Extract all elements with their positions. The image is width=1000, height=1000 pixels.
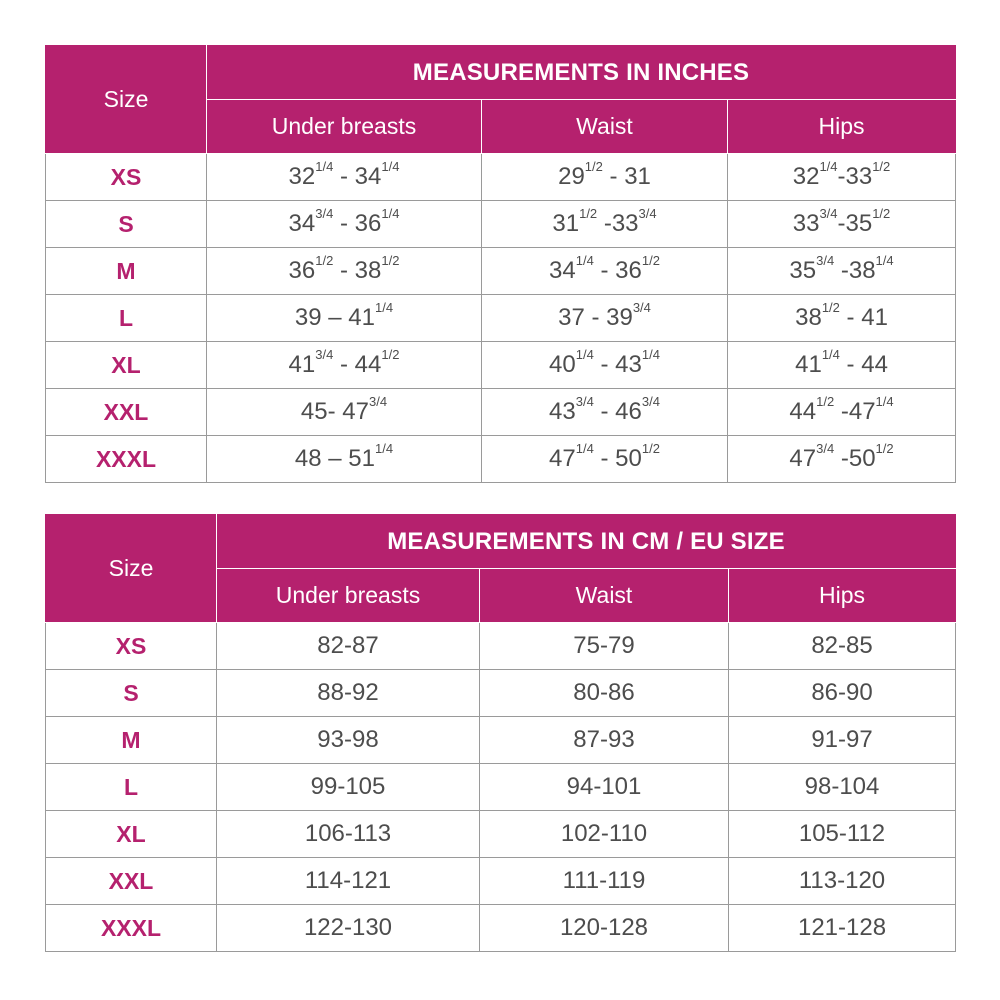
cell-hips: $47^{3/4}$ $-50^{1/2}$ — [728, 436, 956, 483]
cell-hips: 86-90 — [729, 670, 956, 717]
fraction-superscript: 1/4 — [575, 253, 594, 268]
fraction-superscript: 1/4 — [821, 347, 840, 362]
cell-hips: 82-85 — [729, 623, 956, 670]
size-label: XS — [46, 154, 207, 201]
fraction-superscript: 1/2 — [584, 159, 603, 174]
table-row — [46, 201, 956, 248]
column-header-under-breasts: Under breasts — [207, 100, 482, 154]
fraction-superscript: 3/4 — [315, 347, 334, 362]
cell-under-breasts: 45- $47^{3/4}$ — [207, 389, 482, 436]
fraction-superscript: 1/4 — [375, 441, 394, 456]
fraction-superscript: 1/4 — [381, 159, 400, 174]
cell-hips: $38^{1/2} - 41$ — [728, 295, 956, 342]
table-title: MEASUREMENTS IN INCHES — [207, 46, 956, 100]
table-row — [46, 389, 956, 436]
table-row — [46, 342, 956, 389]
size-label: XXL — [46, 858, 217, 905]
table-row — [46, 811, 956, 858]
table-row — [46, 623, 956, 670]
size-column-header: Size — [46, 515, 217, 623]
fraction-superscript: 3/4 — [632, 300, 651, 315]
fraction-superscript: 1/4 — [381, 206, 400, 221]
size-label: S — [46, 201, 207, 248]
fraction-superscript: 1/4 — [819, 159, 838, 174]
fraction-superscript: 1/2 — [816, 394, 835, 409]
column-header-hips: Hips — [728, 100, 956, 154]
cell-waist: 111-119 — [480, 858, 729, 905]
cell-under-breasts: 122-130 — [217, 905, 480, 952]
fraction-superscript: 3/4 — [368, 394, 388, 409]
column-header-under-breasts: Under breasts — [217, 569, 480, 623]
inches-size-table — [45, 45, 956, 483]
cell-under-breasts: $34^{3/4} - 36^{1/4}$ — [207, 201, 482, 248]
cell-hips: $35^{3/4}$ $-38^{1/4}$ — [728, 248, 956, 295]
fraction-superscript: 1/2 — [872, 206, 891, 221]
cell-waist: 80-86 — [480, 670, 729, 717]
cell-waist: $29^{1/2} - 31$ — [482, 154, 728, 201]
cell-waist: 94-101 — [480, 764, 729, 811]
table-row — [46, 248, 956, 295]
fraction-superscript: 1/4 — [375, 300, 394, 315]
table-row — [46, 670, 956, 717]
table-row — [46, 764, 956, 811]
size-label: M — [46, 248, 207, 295]
cell-waist: $31^{1/2}$ $-33^{3/4}$ — [482, 201, 728, 248]
cell-waist: 120-128 — [480, 905, 729, 952]
cell-under-breasts: 93-98 — [217, 717, 480, 764]
cell-hips: 98-104 — [729, 764, 956, 811]
fraction-superscript: 3/4 — [575, 394, 594, 409]
cell-under-breasts: 82-87 — [217, 623, 480, 670]
column-header-waist: Waist — [482, 100, 728, 154]
table-body — [46, 154, 956, 483]
fraction-superscript: 1/2 — [381, 253, 400, 268]
cell-hips: $32^{1/4}-33^{1/2}$ — [728, 154, 956, 201]
fraction-superscript: 3/4 — [819, 206, 838, 221]
fraction-superscript: 1/2 — [315, 253, 334, 268]
cell-hips: 113-120 — [729, 858, 956, 905]
cell-hips: 105-112 — [729, 811, 956, 858]
table-row — [46, 436, 956, 483]
column-header-waist: Waist — [480, 569, 729, 623]
fraction-superscript: 3/4 — [641, 394, 660, 409]
table-row — [46, 858, 956, 905]
cell-hips: $41^{1/4} - 44$ — [728, 342, 956, 389]
cell-under-breasts: $48 - 51^{1/4}$ — [207, 436, 482, 483]
cell-under-breasts: 99-105 — [217, 764, 480, 811]
fraction-superscript: 1/2 — [641, 253, 660, 268]
cell-waist: $47^{1/4} - 50^{1/2}$ — [482, 436, 728, 483]
table-row — [46, 295, 956, 342]
fraction-superscript: 1/4 — [875, 394, 894, 409]
cell-under-breasts: 106-113 — [217, 811, 480, 858]
cell-waist: 87-93 — [480, 717, 729, 764]
fraction-superscript: 1/4 — [315, 159, 334, 174]
size-label: XL — [46, 342, 207, 389]
size-column-header: Size — [46, 46, 207, 154]
fraction-superscript: 3/4 — [638, 206, 657, 221]
cell-waist: 75-79 — [480, 623, 729, 670]
fraction-superscript: 1/2 — [579, 206, 598, 221]
fraction-superscript: 1/4 — [575, 347, 594, 362]
table-body — [46, 623, 956, 952]
size-label: S — [46, 670, 217, 717]
cell-hips: 121-128 — [729, 905, 956, 952]
fraction-superscript: 3/4 — [816, 253, 835, 268]
cell-hips: $33^{3/4}-35^{1/2}$ — [728, 201, 956, 248]
cell-under-breasts: $36^{1/2} - 38^{1/2}$ — [207, 248, 482, 295]
cell-hips: $44^{1/2}$ $-47^{1/4}$ — [728, 389, 956, 436]
size-label: L — [46, 295, 207, 342]
cell-under-breasts: $39 - 41^{1/4}$ — [207, 295, 482, 342]
size-label: L — [46, 764, 217, 811]
fraction-superscript: 1/2 — [872, 159, 891, 174]
table-row — [46, 154, 956, 201]
size-label: XXXL — [46, 436, 207, 483]
fraction-superscript: 1/4 — [575, 441, 594, 456]
table-row — [46, 905, 956, 952]
size-label: XL — [46, 811, 217, 858]
cell-under-breasts: $32^{1/4} - 34^{1/4}$ — [207, 154, 482, 201]
size-label: M — [46, 717, 217, 764]
fraction-superscript: 1/2 — [875, 441, 894, 456]
fraction-superscript: 3/4 — [816, 441, 835, 456]
size-label: XS — [46, 623, 217, 670]
cell-waist: $43^{3/4} - 46^{3/4}$ — [482, 389, 728, 436]
cell-under-breasts: 114-121 — [217, 858, 480, 905]
cell-waist: $40^{1/4} - 43^{1/4}$ — [482, 342, 728, 389]
fraction-superscript: 1/4 — [875, 253, 894, 268]
cell-under-breasts: $41^{3/4} - 44^{1/2}$ — [207, 342, 482, 389]
cell-hips: 91-97 — [729, 717, 956, 764]
table-row — [46, 717, 956, 764]
table-title: MEASUREMENTS IN CM / EU SIZE — [217, 515, 956, 569]
fraction-superscript: 1/4 — [641, 347, 660, 362]
size-label: XXL — [46, 389, 207, 436]
fraction-superscript: 1/2 — [641, 441, 660, 456]
size-label: XXXL — [46, 905, 217, 952]
fraction-superscript: 3/4 — [315, 206, 334, 221]
fraction-superscript: 1/2 — [821, 300, 840, 315]
cell-waist: $34^{1/4} - 36^{1/2}$ — [482, 248, 728, 295]
cell-waist: $37 - 39^{3/4}$ — [482, 295, 728, 342]
cell-waist: 102-110 — [480, 811, 729, 858]
cell-under-breasts: 88-92 — [217, 670, 480, 717]
column-header-hips: Hips — [729, 569, 956, 623]
cm-size-table — [45, 514, 956, 952]
fraction-superscript: 1/2 — [381, 347, 400, 362]
